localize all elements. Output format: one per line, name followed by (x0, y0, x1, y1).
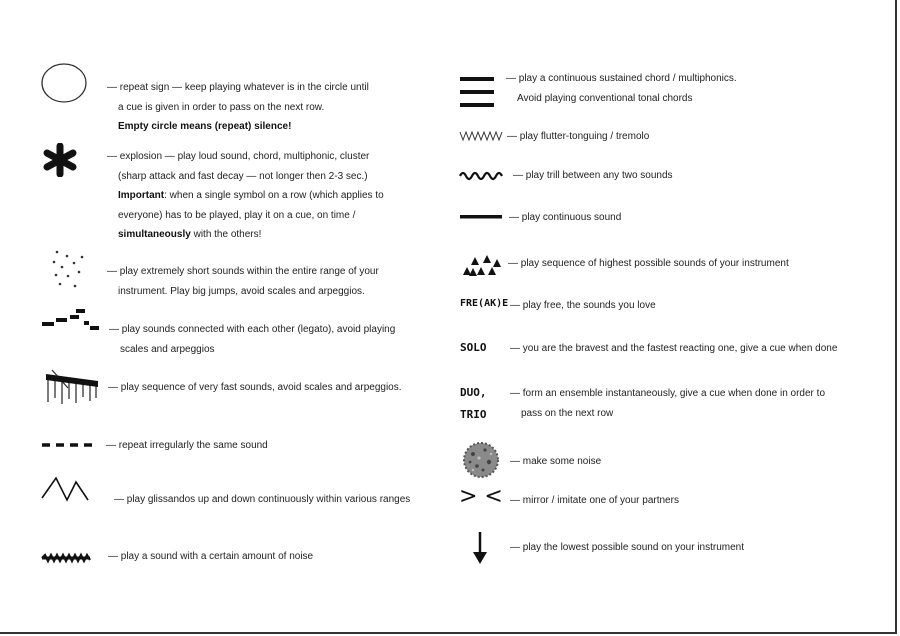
repeat-irregular-text: — repeat irregularly the same sound (106, 440, 268, 451)
fast-sequence-icon (42, 368, 100, 406)
zigzag-icon (459, 130, 503, 142)
play-free-text: — play free, the sounds you love (510, 300, 656, 311)
legato-text: — play sounds connected with each other (legato), avoid playing scales and arpeggios (109, 324, 396, 355)
solid-line-icon (460, 214, 504, 220)
continuous-sound-text: — play continuous sound (509, 212, 622, 223)
triangles-icon (462, 253, 502, 279)
fast-sequence-text: — play sequence of very fast sounds, avoid scales and arpeggios. (108, 382, 402, 393)
glissando-text: — play glissandos up and down continuously within various ranges (114, 494, 411, 505)
solo-label: SOLO (460, 341, 487, 354)
explosion-text: — explosion — play loud sound, chord, multiphonic, cluster (sharp attack and fast decay — not longer then 2-3 sec.) Important: when a single symbol on a row (which applies to everyone) has to be played, play it on a cue, on time / simultaneously with the others! (107, 151, 384, 240)
repeat-sign-text: — repeat sign — keep playing whatever is in the circle until a cue is given in order to pass on the next row. Empty circle means (repeat) silence! (107, 82, 369, 132)
trio-label: TRIO (460, 408, 487, 421)
dots-icon (48, 248, 88, 292)
triple-bar-icon (460, 75, 496, 109)
short-sounds-text: — play extremely short sounds within the entire range of your instrument. Play big jumps, avoid scales and arpeggios. (107, 266, 379, 297)
down-arrow-icon (470, 530, 490, 566)
sustained-chord-text: — play a continuous sustained chord / multiphonics. Avoid playing conventional tonal chords (506, 73, 737, 104)
make-noise-text: — make some noise (510, 456, 602, 467)
mirror-label: > < (459, 484, 503, 509)
duo-label: DUO, (460, 386, 487, 399)
dashed-line-icon (40, 440, 96, 450)
legato-dashes-icon (40, 306, 102, 334)
lowest-sound-text: — play the lowest possible sound on your instrument (510, 542, 745, 553)
circle-icon (40, 62, 90, 104)
noise-scribble-icon (40, 552, 92, 564)
freake-label: FRE(AK)E (460, 298, 509, 309)
mirror-text: — mirror / imitate one of your partners (510, 495, 679, 506)
trill-text: — play trill between any two sounds (513, 170, 673, 181)
highest-sounds-text: — play sequence of highest possible sounds of your instrument (508, 258, 789, 269)
wave-icon (459, 170, 505, 182)
noise-blob-icon (461, 440, 501, 480)
noise-amount-text: — play a sound with a certain amount of noise (108, 551, 314, 562)
glissando-icon (40, 474, 92, 504)
solo-text: — you are the bravest and the fastest reacting one, give a cue when done (510, 343, 838, 354)
ensemble-text: — form an ensemble instantaneously, give a cue when done in order to pass on the next row (510, 388, 825, 419)
flutter-text: — play flutter-tonguing / tremolo (507, 131, 650, 142)
asterisk-icon (42, 143, 78, 177)
